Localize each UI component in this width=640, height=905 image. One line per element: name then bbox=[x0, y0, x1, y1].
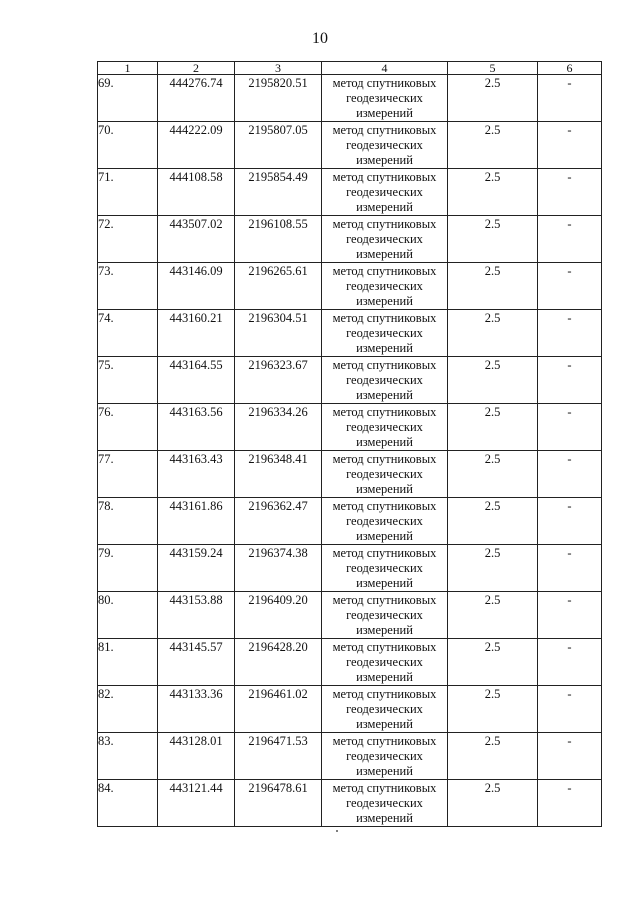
table-row bbox=[98, 169, 602, 216]
description-cell-text: - bbox=[567, 687, 572, 701]
y-coordinate-cell-text: 2196374.38 bbox=[248, 546, 308, 560]
page-mark bbox=[336, 830, 338, 832]
y-coordinate-cell-text: 2196478.61 bbox=[248, 781, 308, 795]
method-cell-text: метод спутниковых геодезических измерений bbox=[332, 640, 437, 684]
x-coordinate-cell bbox=[158, 263, 235, 310]
y-coordinate-cell bbox=[235, 310, 322, 357]
x-coordinate-cell bbox=[158, 545, 235, 592]
page-number: 10 bbox=[312, 30, 328, 47]
table-row bbox=[98, 75, 602, 122]
description-cell bbox=[538, 263, 602, 310]
point-number-cell-text: 70. bbox=[98, 123, 114, 137]
accuracy-cell-text: 2.5 bbox=[484, 640, 501, 654]
x-coordinate-cell bbox=[158, 686, 235, 733]
accuracy-cell-text: 2.5 bbox=[484, 217, 501, 231]
x-coordinate-cell bbox=[158, 451, 235, 498]
accuracy-cell bbox=[448, 404, 538, 451]
x-coordinate-cell-text: 443161.86 bbox=[169, 499, 223, 513]
method-cell-text: метод спутниковых геодезических измерений bbox=[332, 264, 437, 308]
description-cell-text: - bbox=[567, 264, 572, 278]
x-coordinate-cell bbox=[158, 122, 235, 169]
point-number-cell-text: 83. bbox=[98, 734, 114, 748]
description-cell bbox=[538, 216, 602, 263]
point-number-cell-text: 78. bbox=[98, 499, 114, 513]
method-cell bbox=[322, 545, 448, 592]
point-number-cell bbox=[98, 451, 158, 498]
x-coordinate-cell-text: 443507.02 bbox=[169, 217, 223, 231]
accuracy-cell-text: 2.5 bbox=[484, 76, 501, 90]
method-cell-text: метод спутниковых геодезических измерений bbox=[332, 217, 437, 261]
description-cell-text: - bbox=[567, 593, 572, 607]
description-cell-text: - bbox=[567, 358, 572, 372]
y-coordinate-cell-text: 2196409.20 bbox=[248, 593, 308, 607]
accuracy-cell-text: 2.5 bbox=[484, 499, 501, 513]
point-number-cell bbox=[98, 733, 158, 780]
y-coordinate-cell bbox=[235, 451, 322, 498]
point-number-cell-text: 82. bbox=[98, 687, 114, 701]
y-coordinate-cell bbox=[235, 780, 322, 827]
table-row bbox=[98, 263, 602, 310]
y-coordinate-cell-text: 2196471.53 bbox=[248, 734, 308, 748]
description-cell-text: - bbox=[567, 781, 572, 795]
method-cell bbox=[322, 780, 448, 827]
description-cell-text: - bbox=[567, 170, 572, 184]
column-header-3: 3 bbox=[235, 62, 322, 75]
y-coordinate-cell bbox=[235, 498, 322, 545]
table-row bbox=[98, 404, 602, 451]
method-cell bbox=[322, 75, 448, 122]
accuracy-cell-text: 2.5 bbox=[484, 170, 501, 184]
method-cell-text: метод спутниковых геодезических измерений bbox=[332, 781, 437, 825]
method-cell bbox=[322, 404, 448, 451]
point-number-cell bbox=[98, 263, 158, 310]
table-body bbox=[98, 75, 602, 827]
accuracy-cell bbox=[448, 780, 538, 827]
accuracy-cell-text: 2.5 bbox=[484, 781, 501, 795]
x-coordinate-cell-text: 443146.09 bbox=[169, 264, 223, 278]
x-coordinate-cell bbox=[158, 216, 235, 263]
accuracy-cell bbox=[448, 498, 538, 545]
table-row bbox=[98, 545, 602, 592]
description-cell bbox=[538, 404, 602, 451]
accuracy-cell-text: 2.5 bbox=[484, 405, 501, 419]
accuracy-cell-text: 2.5 bbox=[484, 358, 501, 372]
x-coordinate-cell-text: 443121.44 bbox=[169, 781, 223, 795]
x-coordinate-cell-text: 443160.21 bbox=[169, 311, 223, 325]
method-cell bbox=[322, 216, 448, 263]
point-number-cell-text: 77. bbox=[98, 452, 114, 466]
description-cell bbox=[538, 75, 602, 122]
x-coordinate-cell-text: 443145.57 bbox=[169, 640, 223, 654]
method-cell-text: метод спутниковых геодезических измерений bbox=[332, 76, 437, 120]
method-cell-text: метод спутниковых геодезических измерений bbox=[332, 734, 437, 778]
y-coordinate-cell-text: 2196108.55 bbox=[248, 217, 308, 231]
method-cell-text: метод спутниковых геодезических измерений bbox=[332, 499, 437, 543]
point-number-cell bbox=[98, 75, 158, 122]
method-cell bbox=[322, 263, 448, 310]
x-coordinate-cell-text: 443128.01 bbox=[169, 734, 223, 748]
method-cell-text: метод спутниковых геодезических измерений bbox=[332, 405, 437, 449]
method-cell bbox=[322, 122, 448, 169]
x-coordinate-cell-text: 444276.74 bbox=[169, 76, 223, 90]
x-coordinate-cell-text: 443163.56 bbox=[169, 405, 223, 419]
method-cell-text: метод спутниковых геодезических измерений bbox=[332, 123, 437, 167]
description-cell bbox=[538, 780, 602, 827]
method-cell bbox=[322, 733, 448, 780]
accuracy-cell-text: 2.5 bbox=[484, 123, 501, 137]
x-coordinate-cell bbox=[158, 498, 235, 545]
point-number-cell bbox=[98, 545, 158, 592]
method-cell bbox=[322, 169, 448, 216]
description-cell-text: - bbox=[567, 734, 572, 748]
accuracy-cell-text: 2.5 bbox=[484, 546, 501, 560]
description-cell-text: - bbox=[567, 452, 572, 466]
point-number-cell-text: 81. bbox=[98, 640, 114, 654]
accuracy-cell bbox=[448, 639, 538, 686]
accuracy-cell bbox=[448, 169, 538, 216]
description-cell-text: - bbox=[567, 640, 572, 654]
table-row bbox=[98, 592, 602, 639]
accuracy-cell bbox=[448, 733, 538, 780]
description-cell-text: - bbox=[567, 76, 572, 90]
description-cell-text: - bbox=[567, 405, 572, 419]
accuracy-cell-text: 2.5 bbox=[484, 687, 501, 701]
description-cell bbox=[538, 592, 602, 639]
description-cell bbox=[538, 545, 602, 592]
y-coordinate-cell-text: 2196323.67 bbox=[248, 358, 308, 372]
y-coordinate-cell-text: 2196461.02 bbox=[248, 687, 308, 701]
y-coordinate-cell bbox=[235, 686, 322, 733]
description-cell bbox=[538, 310, 602, 357]
y-coordinate-cell bbox=[235, 639, 322, 686]
coordinates-table bbox=[97, 61, 602, 827]
method-cell-text: метод спутниковых геодезических измерений bbox=[332, 358, 437, 402]
description-cell bbox=[538, 498, 602, 545]
table-row bbox=[98, 357, 602, 404]
point-number-cell-text: 80. bbox=[98, 593, 114, 607]
method-cell bbox=[322, 498, 448, 545]
y-coordinate-cell bbox=[235, 263, 322, 310]
accuracy-cell bbox=[448, 686, 538, 733]
x-coordinate-cell bbox=[158, 592, 235, 639]
description-cell bbox=[538, 451, 602, 498]
accuracy-cell bbox=[448, 75, 538, 122]
x-coordinate-cell-text: 443163.43 bbox=[169, 452, 223, 466]
x-coordinate-cell bbox=[158, 75, 235, 122]
y-coordinate-cell-text: 2195854.49 bbox=[248, 170, 308, 184]
point-number-cell-text: 71. bbox=[98, 170, 114, 184]
description-cell-text: - bbox=[567, 311, 572, 325]
accuracy-cell-text: 2.5 bbox=[484, 593, 501, 607]
table-header-row bbox=[98, 62, 602, 75]
method-cell bbox=[322, 310, 448, 357]
point-number-cell bbox=[98, 780, 158, 827]
x-coordinate-cell-text: 443159.24 bbox=[169, 546, 223, 560]
y-coordinate-cell-text: 2195807.05 bbox=[248, 123, 308, 137]
table-row bbox=[98, 780, 602, 827]
column-header-1: 1 bbox=[98, 62, 158, 75]
x-coordinate-cell-text: 443164.55 bbox=[169, 358, 223, 372]
x-coordinate-cell-text: 444108.58 bbox=[169, 170, 223, 184]
accuracy-cell-text: 2.5 bbox=[484, 311, 501, 325]
point-number-cell bbox=[98, 639, 158, 686]
accuracy-cell bbox=[448, 310, 538, 357]
point-number-cell bbox=[98, 686, 158, 733]
description-cell-text: - bbox=[567, 546, 572, 560]
y-coordinate-cell-text: 2196265.61 bbox=[248, 264, 308, 278]
description-cell bbox=[538, 122, 602, 169]
point-number-cell bbox=[98, 216, 158, 263]
table-row bbox=[98, 451, 602, 498]
point-number-cell bbox=[98, 498, 158, 545]
x-coordinate-cell bbox=[158, 639, 235, 686]
table-row bbox=[98, 639, 602, 686]
x-coordinate-cell bbox=[158, 733, 235, 780]
method-cell-text: метод спутниковых геодезических измерений bbox=[332, 311, 437, 355]
point-number-cell-text: 69. bbox=[98, 76, 114, 90]
point-number-cell bbox=[98, 357, 158, 404]
table-row bbox=[98, 310, 602, 357]
description-cell-text: - bbox=[567, 217, 572, 231]
y-coordinate-cell-text: 2196362.47 bbox=[248, 499, 308, 513]
column-header-2: 2 bbox=[158, 62, 235, 75]
x-coordinate-cell bbox=[158, 357, 235, 404]
point-number-cell-text: 79. bbox=[98, 546, 114, 560]
x-coordinate-cell-text: 444222.09 bbox=[169, 123, 223, 137]
y-coordinate-cell-text: 2196348.41 bbox=[248, 452, 308, 466]
y-coordinate-cell bbox=[235, 733, 322, 780]
column-header-4: 4 bbox=[322, 62, 448, 75]
accuracy-cell bbox=[448, 263, 538, 310]
point-number-cell bbox=[98, 592, 158, 639]
table-row bbox=[98, 216, 602, 263]
y-coordinate-cell-text: 2196428.20 bbox=[248, 640, 308, 654]
point-number-cell-text: 72. bbox=[98, 217, 114, 231]
x-coordinate-cell bbox=[158, 780, 235, 827]
y-coordinate-cell-text: 2195820.51 bbox=[248, 76, 308, 90]
description-cell-text: - bbox=[567, 123, 572, 137]
x-coordinate-cell bbox=[158, 169, 235, 216]
method-cell-text: метод спутниковых геодезических измерений bbox=[332, 687, 437, 731]
method-cell-text: метод спутниковых геодезических измерений bbox=[332, 452, 437, 496]
point-number-cell bbox=[98, 404, 158, 451]
point-number-cell-text: 74. bbox=[98, 311, 114, 325]
accuracy-cell-text: 2.5 bbox=[484, 264, 501, 278]
accuracy-cell bbox=[448, 357, 538, 404]
method-cell bbox=[322, 686, 448, 733]
accuracy-cell bbox=[448, 451, 538, 498]
method-cell-text: метод спутниковых геодезических измерений bbox=[332, 546, 437, 590]
y-coordinate-cell bbox=[235, 404, 322, 451]
x-coordinate-cell bbox=[158, 404, 235, 451]
column-header-5: 5 bbox=[448, 62, 538, 75]
method-cell bbox=[322, 357, 448, 404]
y-coordinate-cell bbox=[235, 592, 322, 639]
y-coordinate-cell bbox=[235, 216, 322, 263]
point-number-cell bbox=[98, 310, 158, 357]
description-cell bbox=[538, 169, 602, 216]
table-row bbox=[98, 686, 602, 733]
y-coordinate-cell bbox=[235, 357, 322, 404]
method-cell bbox=[322, 592, 448, 639]
accuracy-cell bbox=[448, 545, 538, 592]
y-coordinate-cell bbox=[235, 75, 322, 122]
method-cell-text: метод спутниковых геодезических измерений bbox=[332, 170, 437, 214]
method-cell bbox=[322, 451, 448, 498]
accuracy-cell bbox=[448, 592, 538, 639]
description-cell bbox=[538, 639, 602, 686]
accuracy-cell bbox=[448, 216, 538, 263]
y-coordinate-cell bbox=[235, 545, 322, 592]
point-number-cell bbox=[98, 122, 158, 169]
accuracy-cell-text: 2.5 bbox=[484, 452, 501, 466]
point-number-cell-text: 73. bbox=[98, 264, 114, 278]
x-coordinate-cell bbox=[158, 310, 235, 357]
description-cell-text: - bbox=[567, 499, 572, 513]
y-coordinate-cell bbox=[235, 169, 322, 216]
y-coordinate-cell bbox=[235, 122, 322, 169]
point-number-cell bbox=[98, 169, 158, 216]
method-cell bbox=[322, 639, 448, 686]
x-coordinate-cell-text: 443153.88 bbox=[169, 593, 223, 607]
point-number-cell-text: 84. bbox=[98, 781, 114, 795]
column-header-6: 6 bbox=[538, 62, 602, 75]
accuracy-cell-text: 2.5 bbox=[484, 734, 501, 748]
description-cell bbox=[538, 686, 602, 733]
table-row bbox=[98, 498, 602, 545]
accuracy-cell bbox=[448, 122, 538, 169]
description-cell bbox=[538, 733, 602, 780]
x-coordinate-cell-text: 443133.36 bbox=[169, 687, 223, 701]
y-coordinate-cell-text: 2196334.26 bbox=[248, 405, 308, 419]
method-cell-text: метод спутниковых геодезических измерений bbox=[332, 593, 437, 637]
table-row bbox=[98, 122, 602, 169]
point-number-cell-text: 75. bbox=[98, 358, 114, 372]
table-row bbox=[98, 733, 602, 780]
point-number-cell-text: 76. bbox=[98, 405, 114, 419]
description-cell bbox=[538, 357, 602, 404]
y-coordinate-cell-text: 2196304.51 bbox=[248, 311, 308, 325]
